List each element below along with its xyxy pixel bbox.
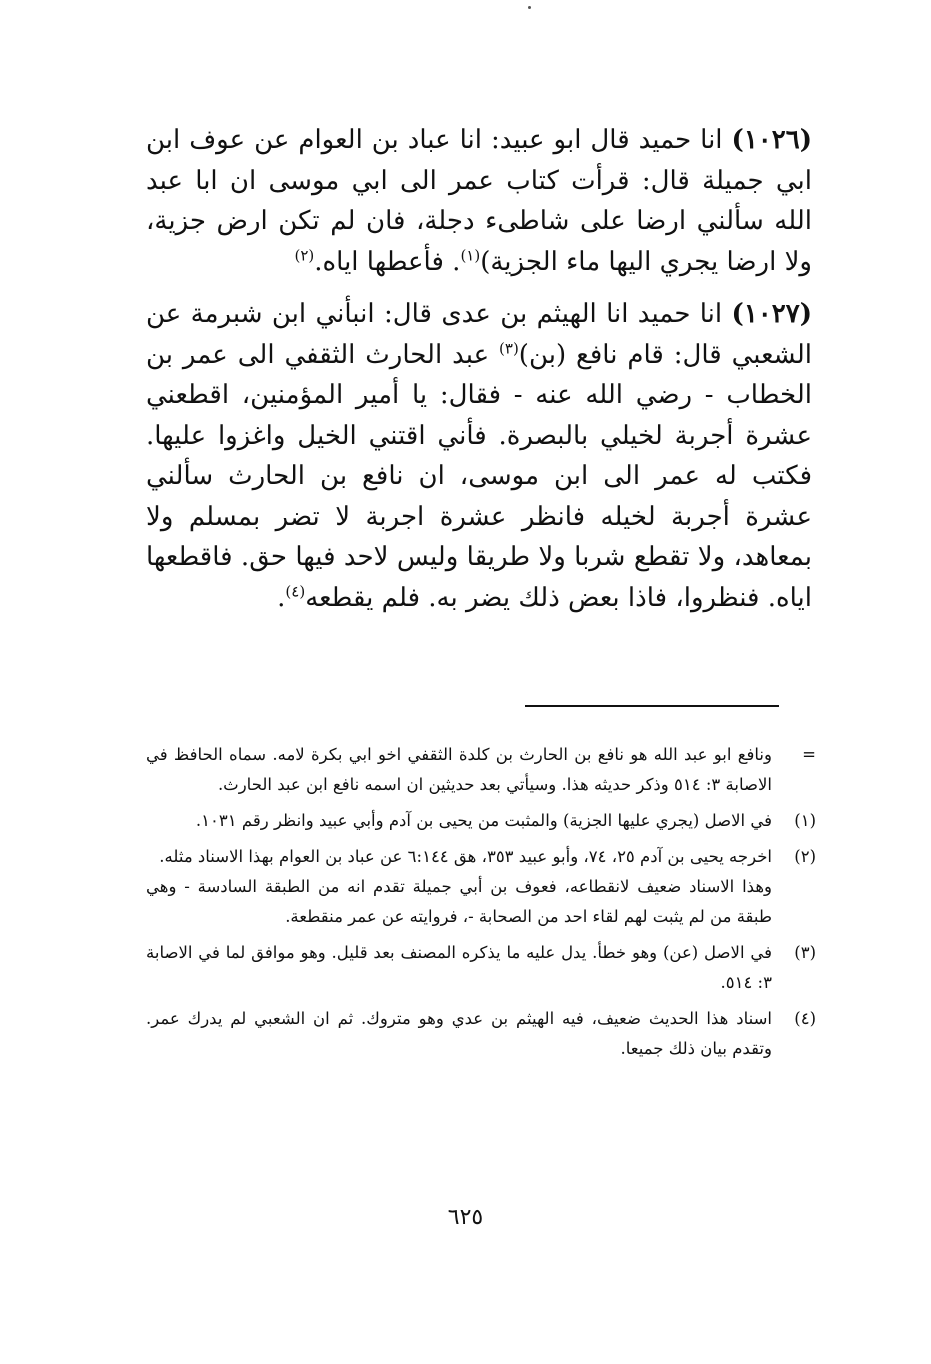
footnote: [146, 1004, 816, 1064]
footnote-text: في الاصل (عن) وهو خطأ. يدل عليه ما يذكره المصنف بعد قليل. وهو موافق لما في الاصابة ٣: ٥١٤.: [146, 943, 772, 992]
footnote-text: ونافع ابو عبد الله هو نافع بن الحارث بن كلدة الثقفي اخو ابي بكرة لامه. سماه الحافظ في الاصابة ٣: ٥١٤ وذكر حديثه هذا. وسيأتي بعد حديثين ان اسمه نافع ابن عبد الحارث.: [146, 745, 772, 794]
footnote-marker: =: [802, 745, 816, 764]
footnotes: [146, 740, 816, 1070]
footnote-marker: (٣): [794, 943, 816, 962]
footnote-body: [146, 938, 772, 998]
main-text: [146, 120, 812, 630]
footnote-text: في الاصل (يجري عليها الجزية) والمثبت من يحيى بن آدم وأبي عبيد وانظر رقم ١٠٣١.: [195, 811, 772, 830]
scan-speck: [528, 6, 531, 9]
paragraph-text: انا حميد انا الهيثم بن عدى قال: انبأني ابن شبرمة عن الشعبي قال: قام نافع (بن): [146, 299, 812, 370]
footnote: [146, 842, 816, 932]
footnote-ref: (٣): [499, 338, 519, 357]
footnote: [146, 806, 816, 836]
footnote-text: وهذا الاسناد ضعيف لانقطاعه، فعوف بن أبي جميلة تقدم انه من الطبقة السادسة - وهي طبقة من لم يثبت لهم لقاء احد من الصحابة -، فروايته عن عمر منقطعة.: [146, 877, 772, 926]
footnote-text: اسناد هذا الحديث ضعيف، فيه الهيثم بن عدي وهو متروك. ثم ان الشعبي لم يدرك عمر. وتقدم بيان ذلك جميعا.: [146, 1009, 772, 1058]
footnote-ref: (٢): [294, 245, 315, 264]
footnote-ref: (٤): [285, 581, 306, 600]
footnote-divider: [525, 705, 779, 707]
footnote: [146, 740, 816, 800]
hadith-number: (١٠٢٦): [731, 125, 812, 155]
footnote-body: [146, 740, 772, 800]
paragraph-text: عبد الحارث الثقفي الى عمر بن الخطاب - رضي الله عنه - فقال: يا أمير المؤمنين، اقطعني عشرة أجربة لخيلي بالبصرة. فأني اقتني الخيل واغزوا عليها. فكتب له عمر الى ابن موسى، ان نافع بن الحارث سألني عشرة أجربة لخيله فانظر عشرة اجربة لا تضر بمسلم ولا بمعاهد، ولا تقطع شربا ولا طريقا وليس لاحد فيها حق. فاقطعها اياه. فنظروا، فاذا بعض ذلك يضر به. فلم يقطعه: [146, 339, 812, 613]
page-number: ٦٢٥: [447, 1205, 484, 1230]
footnote-marker: (٢): [794, 847, 816, 866]
footnote-body: [146, 1004, 772, 1064]
footnote-text: اخرجه يحيى بن آدم ٢٥، ٧٤، وأبو عبيد ٣٥٣، هق ٦:١٤٤ عن عباد بن العوام بهذا الاسناد مثله.: [159, 847, 772, 866]
paragraph-1026: [146, 120, 812, 282]
footnote-body: [146, 806, 772, 836]
footnote-body: [146, 842, 772, 932]
footnote: [146, 938, 816, 998]
paragraph-text: انا حميد قال ابو عبيد: انا عباد بن العوام عن عوف ابن ابي جميلة قال: قرأت كتاب عمر الى ابي موسى ان ابا عبد الله سألني ارضا على شاطىء دجلة، فان لم تكن ارض جزية، ولا ارضا يجري اليها ماء الجزية): [146, 125, 812, 277]
footnote-marker: (٤): [794, 1009, 816, 1028]
paragraph-1027: [146, 294, 812, 618]
paragraph-text: .: [277, 582, 286, 613]
footnote-marker: (١): [794, 811, 816, 830]
paragraph-text: . فأعطها اياه.: [314, 246, 461, 277]
footnote-ref: (١): [460, 245, 481, 264]
hadith-number: (١٠٢٧): [731, 299, 812, 329]
